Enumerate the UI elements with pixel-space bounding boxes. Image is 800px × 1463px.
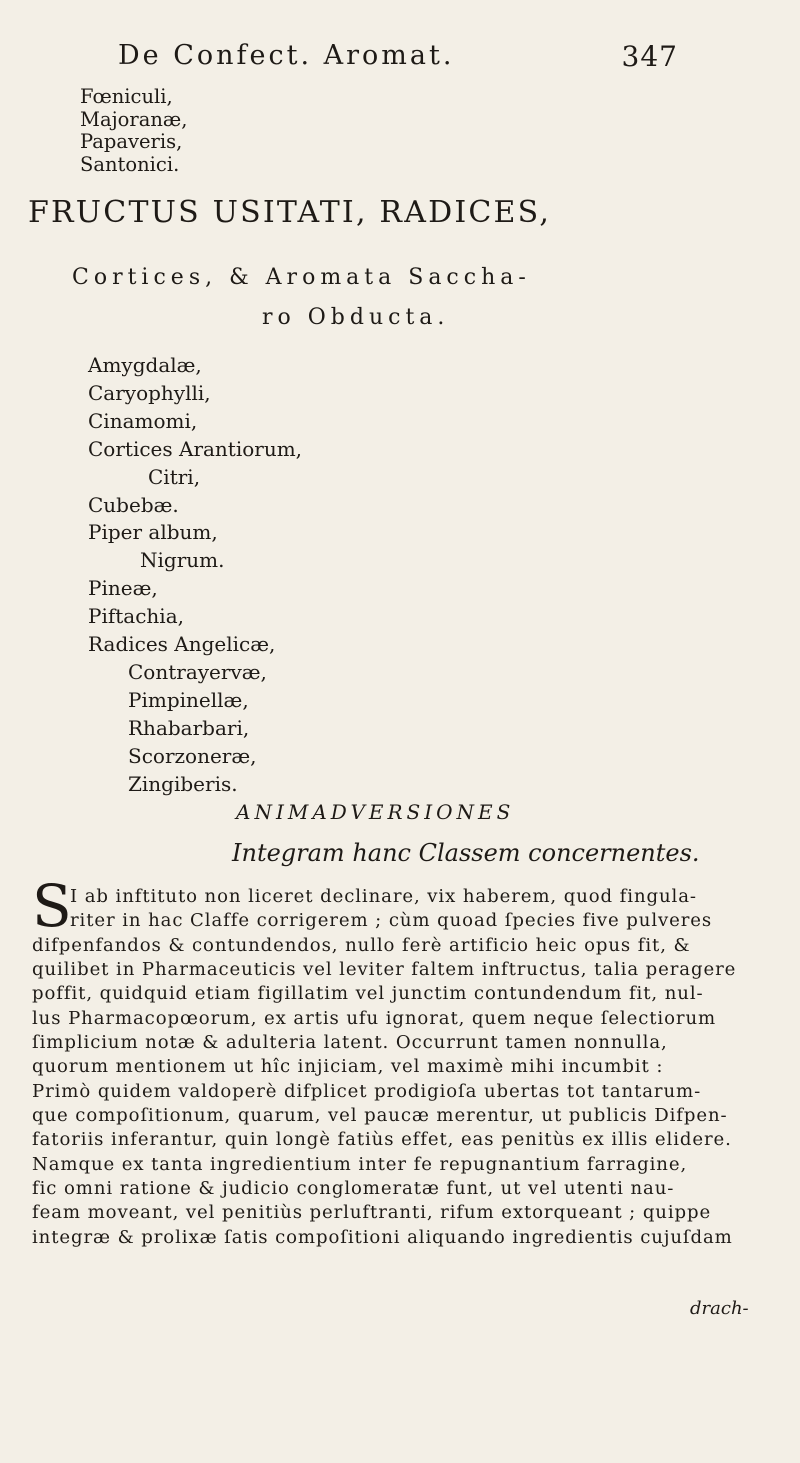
- animadversiones-heading: ANIMADVERSIONES: [236, 800, 515, 824]
- text-line: feam moveant, vel penitiùs perluftranti, rifum extorqueant ; quippe: [32, 1202, 712, 1224]
- text-line: Namque ex tanta ingredientium inter fe repugnantium farragine,: [32, 1153, 688, 1175]
- text-line: fic omni ratione & judicio conglomeratæ funt, ut vel utenti nau-: [32, 1178, 675, 1200]
- list-item: Cortices Arantiorum,: [88, 436, 303, 461]
- section-subheading-line2: ro Obducta.: [262, 305, 450, 330]
- section-subheading-line1: Cortices, & Aromata Saccha-: [72, 265, 531, 290]
- body-paragraph: [32, 885, 766, 1250]
- text-line: quorum mentionem ut hîc injiciam, vel maximè mihi incumbit :: [32, 1056, 664, 1078]
- list-item: Radices Angelicæ,: [88, 632, 276, 657]
- list-item: Majoranæ,: [80, 107, 188, 131]
- text-line: fatoriis inferantur, quin longè fatiùs effet, eas penitùs ex illis elidere.: [32, 1129, 732, 1151]
- ingredient-list-continued: [80, 86, 187, 176]
- list-item: Zingiberis.: [128, 771, 238, 796]
- list-item: Fœniculi,: [80, 85, 173, 108]
- list-item: Amygdalæ,: [88, 353, 202, 377]
- text-line: I ab inftituto non liceret declinare, vix haberem, quod fingula-: [70, 886, 697, 907]
- list-item: Santonici.: [80, 152, 180, 176]
- catchword: drach-: [690, 1298, 749, 1319]
- list-item: Contrayervæ,: [128, 659, 267, 684]
- text-line: lus Pharmacopœorum, ex artis ufu ignorat, quem neque ſelectiorum: [32, 1007, 717, 1029]
- list-item: Nigrum.: [140, 548, 225, 573]
- text-line: Primò quidem valdoperè difplicet prodigioſa ubertas tot tantarum-: [32, 1080, 702, 1102]
- page-number: 347: [621, 40, 678, 73]
- running-title: De Confect. Aromat.: [118, 40, 455, 71]
- list-item: Pineæ,: [88, 576, 158, 601]
- running-head: [118, 40, 678, 90]
- drop-cap: S: [32, 872, 72, 940]
- section-heading: FRUCTUS USITATI, RADICES,: [28, 195, 552, 230]
- list-item: Citri,: [148, 464, 201, 489]
- animadversiones-subtitle: Integram hanc Classem concernentes.: [232, 839, 700, 867]
- list-item: Pimpinellæ,: [128, 687, 249, 712]
- list-item: Piper album,: [88, 520, 218, 545]
- text-line: ſimplicium notæ & adulteria latent. Occurrunt tamen nonnulla,: [32, 1032, 668, 1054]
- list-item: Cinamomi,: [88, 408, 198, 433]
- text-line: que compoſitionum, quarum, vel paucæ merentur, ut publicis Difpen-: [32, 1105, 728, 1127]
- list-item: Caryophylli,: [88, 380, 211, 405]
- list-item: Rhabarbari,: [128, 715, 250, 740]
- text-line: integræ & prolixæ ſatis compoſitioni aliquando ingredientis cujuſdam: [32, 1226, 733, 1248]
- text-line: quilibet in Pharmaceuticis vel leviter faltem inftructus, talia peragere: [32, 959, 737, 981]
- text-line: difpenfandos & contundendos, nullo ferè artificio heic opus fit, &: [32, 934, 691, 956]
- list-item: Scorzoneræ,: [128, 743, 257, 768]
- text-line: riter in hac Claffe corrigerem ; cùm quoad ſpecies five pulveres: [70, 910, 713, 932]
- list-item: Piftachia,: [88, 604, 184, 629]
- fructus-list: [88, 352, 302, 799]
- list-item: Cubebæ.: [88, 492, 179, 517]
- text-line: poffit, quidquid etiam figillatim vel junctim contundendum fit, nul-: [32, 983, 704, 1005]
- list-item: Papaveris,: [80, 130, 183, 153]
